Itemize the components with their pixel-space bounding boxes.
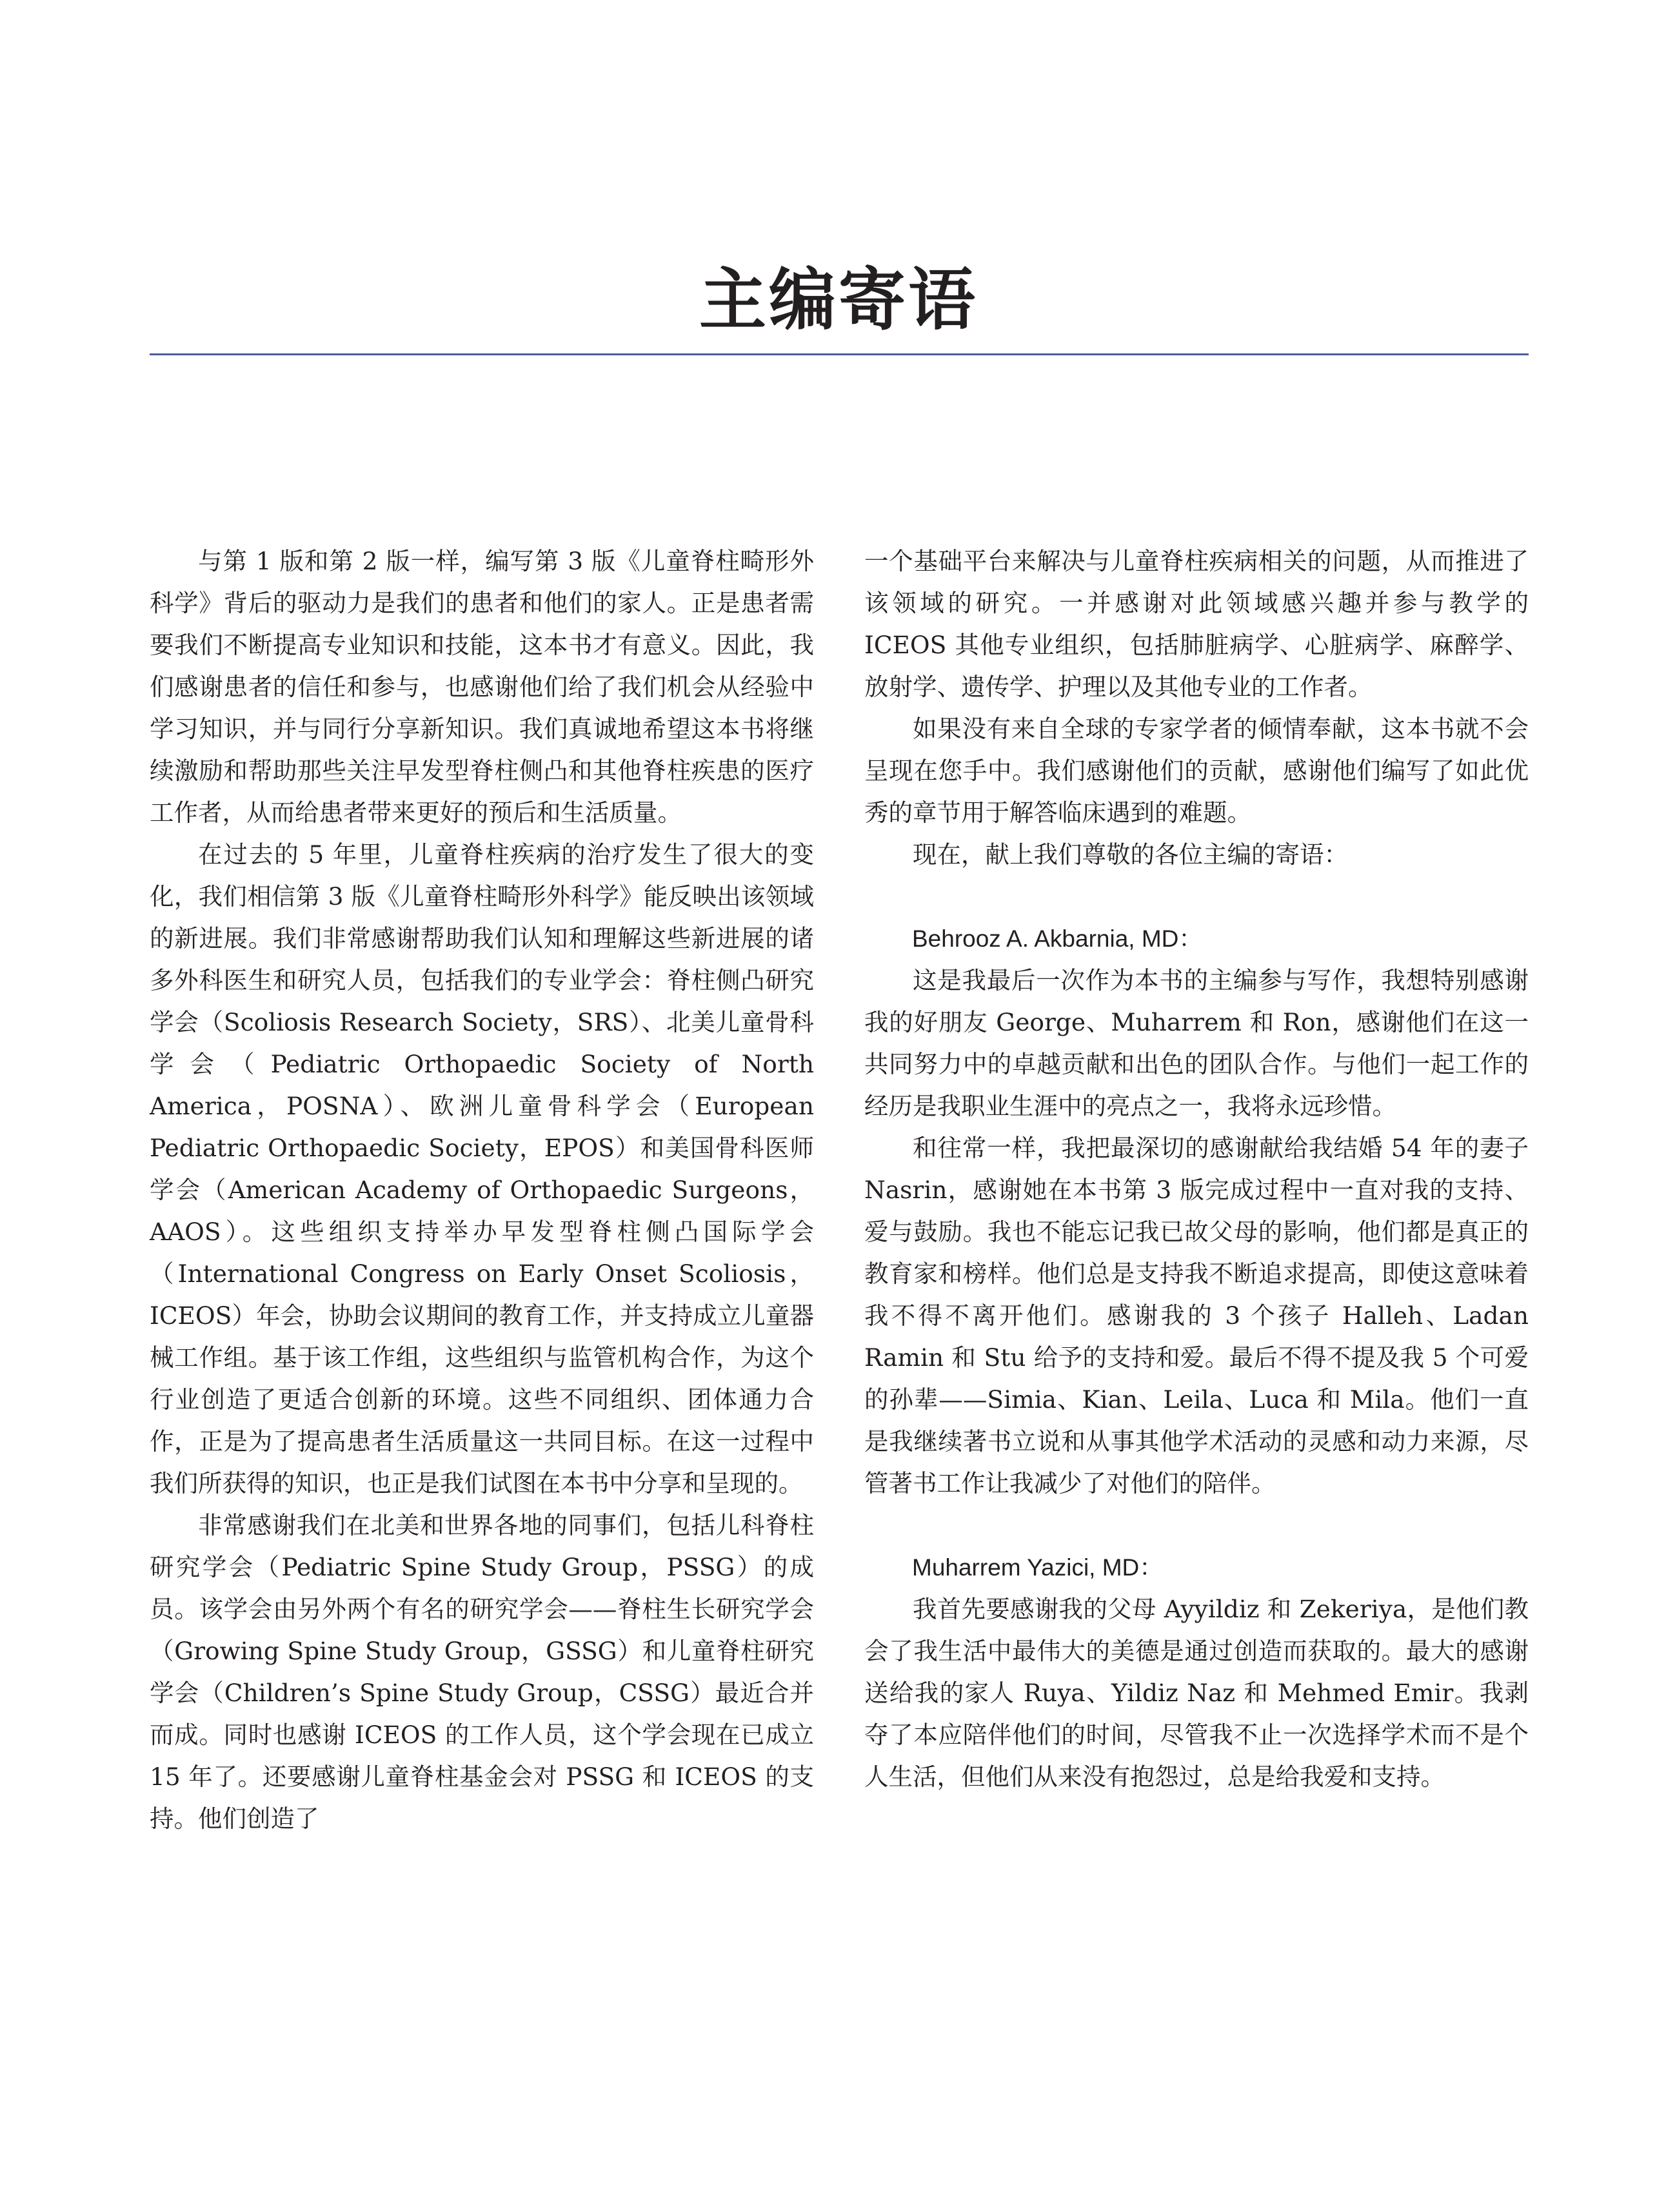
paragraph-colleagues: 非常感谢我们在北美和世界各地的同事们，包括儿科脊柱研究学会（Pediatric Spine Study Group，PSSG）的成员。该学会由另外两个有名的研究学会——脊柱生长研究学会（Growing Spine Study Group，GSSG）和儿童脊柱研究学会（Children’s Spine Study Group，CSSG）最近合并而成。同时也感谢 ICEOS 的工作人员，这个学会现在已成立 15 年了。还要感谢儿童脊柱基金会对 PSSG 和 ICEOS 的支持。他们创造了 xyxy=(150,1511,814,1833)
paragraph-contributors: 如果没有来自全球的专家学者的倾情奉献，这本书就不会呈现在您手中。我们感谢他们的贡献，感谢他们编写了如此优秀的章节用于解答临床遇到的难题。 xyxy=(864,715,1529,827)
left-column xyxy=(150,540,814,1840)
paragraph-yazici-1: 我首先要感谢我的父母 Ayyildiz 和 Zekeriya，是他们教会了我生活中最伟大的美德是通过创造而获取的。最大的感谢送给我的家人 Ruya、Yildiz Naz 和 Mehmed Emir。我剥夺了本应陪伴他们的时间，尽管我不止一次选择学术而不是个人生活，但他们从来没有抱怨过，总是给我爱和支持。 xyxy=(864,1595,1529,1791)
paragraph-colleagues-continued: 一个基础平台来解决与儿童脊柱疾病相关的问题，从而推进了该领域的研究。一并感谢对此领域感兴趣并参与教学的 ICEOS 其他专业组织，包括肺脏病学、心脏病学、麻醉学、放射学、遗传学、护理以及其他专业的工作者。 xyxy=(864,547,1529,701)
page-title: 主编寄语 xyxy=(699,260,978,339)
section-spacer xyxy=(864,1505,1529,1546)
paragraph-societies: 在过去的 5 年里，儿童脊柱疾病的治疗发生了很大的变化，我们相信第 3 版《儿童脊柱畸形外科学》能反映出该领域的新进展。我们非常感谢帮助我们认知和理解这些新进展的诸多外科医生和研究人员，包括我们的专业学会：脊柱侧凸研究学会（Scoliosis Research Society，SRS）、北美儿童骨科学会（Pediatric Orthopaedic Society of North America，POSNA）、欧洲儿童骨科学会（European Pediatric Orthopaedic Society，EPOS）和美国骨科医师学会（American Academy of Orthopaedic Surgeons，AAOS）。这些组织支持举办早发型脊柱侧凸国际学会（International Congress on Early Onset Scoliosis，ICEOS）年会，协助会议期间的教育工作，并支持成立儿童器械工作组。基于该工作组，这些组织与监管机构合作，为这个行业创造了更适合创新的环境。这些不同组织、团体通力合作，正是为了提高患者生活质量这一共同目标。在这一过程中我们所获得的知识，也正是我们试图在本书中分享和呈现的。 xyxy=(150,840,814,1497)
section-spacer xyxy=(864,876,1529,918)
editor-heading-akbarnia: Behrooz A. Akbarnia, MD： xyxy=(912,925,1203,952)
right-column xyxy=(864,540,1529,1798)
title-divider xyxy=(150,353,1529,355)
editor-heading-yazici: Muharrem Yazici, MD： xyxy=(912,1554,1164,1581)
paragraph-intro: 与第 1 版和第 2 版一样，编写第 3 版《儿童脊柱畸形外科学》背后的驱动力是我们的患者和他们的家人。正是患者需要我们不断提高专业知识和技能，这本书才有意义。因此，我们感谢患者的信任和参与，也感谢他们给了我们机会从经验中学习知识，并与同行分享新知识。我们真诚地希望这本书将继续激励和帮助那些关注早发型脊柱侧凸和其他脊柱疾患的医疗工作者，从而给患者带来更好的预后和生活质量。 xyxy=(150,547,814,827)
paragraph-editors-intro: 现在，献上我们尊敬的各位主编的寄语： xyxy=(913,840,1348,869)
paragraph-akbarnia-2: 和往常一样，我把最深切的感谢献给我结婚 54 年的妻子 Nasrin，感谢她在本书第 3 版完成过程中一直对我的支持、爱与鼓励。我也不能忘记我已故父母的影响，他们都是真正的教育家和榜样。他们总是支持我不断追求提高，即使这意味着我不得不离开他们。感谢我的 3 个孩子 Halleh、Ladan Ramin 和 Stu 给予的支持和爱。最后不得不提及我 5 个可爱的孙辈——Simia、Kian、Leila、Luca 和 Mila。他们一直是我继续著书立说和从事其他学术活动的灵感和动力来源，尽管著书工作让我减少了对他们的陪伴。 xyxy=(864,1134,1529,1497)
paragraph-akbarnia-1: 这是我最后一次作为本书的主编参与写作，我想特别感谢我的好朋友 George、Muharrem 和 Ron，感谢他们在这一共同努力中的卓越贡献和出色的团队合作。与他们一起工作的经历是我职业生涯中的亮点之一，我将永远珍惜。 xyxy=(864,966,1529,1120)
